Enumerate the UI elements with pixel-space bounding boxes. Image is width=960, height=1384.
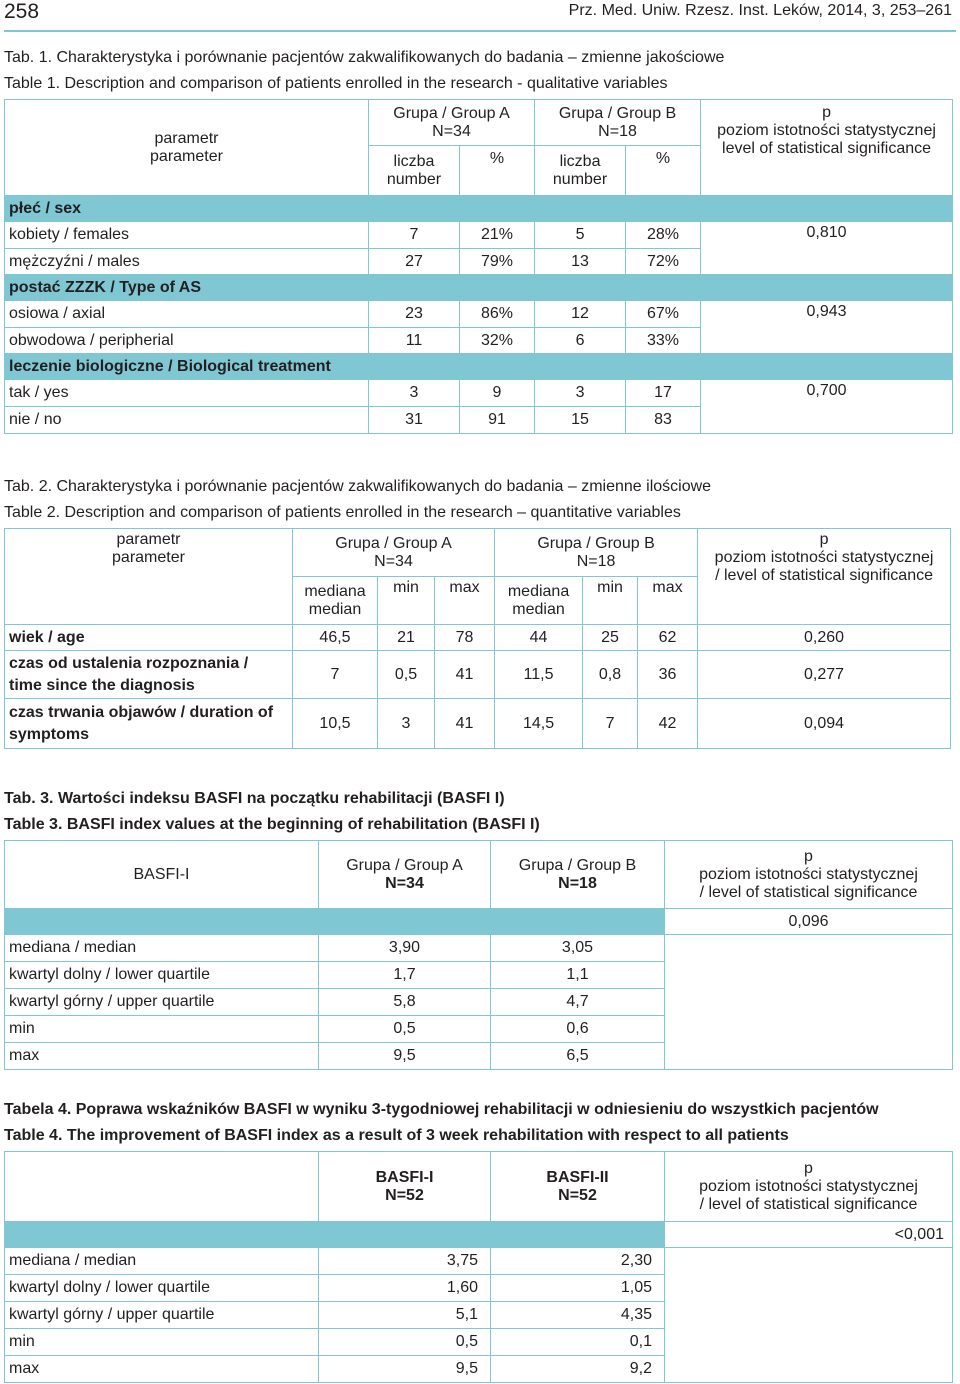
cell-a-max: 41 xyxy=(435,651,495,699)
param-pl: parametr xyxy=(116,531,181,548)
group-a-label: Grupa / Group A xyxy=(393,104,510,122)
table-row xyxy=(5,935,953,962)
row-label-line: symptoms xyxy=(9,725,90,743)
cell-basfi-ii: 4,35 xyxy=(491,1302,665,1329)
cell-basfi-i: 9,5 xyxy=(319,1356,491,1383)
table1-b-count-header xyxy=(535,146,626,196)
cell-b-count: 3 xyxy=(535,380,626,407)
table1-a-count-header xyxy=(369,146,460,196)
row-label: kwartyl górny / upper quartile xyxy=(5,1302,319,1329)
group-a-label: Grupa / Group A xyxy=(346,856,463,874)
row-label-line: czas trwania objawów / duration of xyxy=(9,703,274,721)
table4-col1-header xyxy=(319,1152,491,1222)
group-b-label: Grupa / Group B xyxy=(537,534,655,552)
group-a-label: Grupa / Group A xyxy=(335,534,452,552)
row-label: kwartyl górny / upper quartile xyxy=(5,989,319,1016)
table1-param-header xyxy=(5,100,369,196)
header-rule xyxy=(4,30,956,32)
row-label xyxy=(5,699,293,749)
table2-p-header xyxy=(698,529,951,625)
table4 xyxy=(4,1151,953,1383)
group-b-label: Grupa / Group B xyxy=(518,856,637,874)
table-row xyxy=(5,380,953,407)
table2-param-header xyxy=(5,529,293,625)
row-label: kwartyl dolny / lower quartile xyxy=(5,1275,319,1302)
table1-group-a-header xyxy=(369,100,535,146)
row-label: mediana / median xyxy=(5,1248,319,1275)
cell-b: 0,6 xyxy=(491,1016,665,1043)
cell-b: 4,7 xyxy=(491,989,665,1016)
median-label: median xyxy=(308,600,362,618)
p-label: p xyxy=(819,531,829,548)
group-a-n: N=34 xyxy=(432,122,471,140)
cell-a-median: 7 xyxy=(293,651,378,699)
cell-b: 6,5 xyxy=(491,1043,665,1070)
row-label: min xyxy=(5,1329,319,1356)
table1-caption-en: Table 1. Description and comparison of patients enrolled in the research - qualitative variables xyxy=(4,75,668,92)
table1-group-b-header xyxy=(535,100,701,146)
table1-section-type xyxy=(5,275,953,301)
cell-a-min: 0,5 xyxy=(378,651,435,699)
cell-b-count: 15 xyxy=(535,407,626,434)
liczba-label: liczba xyxy=(559,152,601,170)
row-label: mediana / median xyxy=(5,935,319,962)
table4-p-header xyxy=(665,1152,953,1222)
cell-a-pct: 91 xyxy=(460,407,535,434)
cell-a-min: 3 xyxy=(378,699,435,749)
cell-a-pct: 79% xyxy=(460,249,535,275)
table1-caption-pl: Tab. 1. Charakterystyka i porównanie pacjentów zakwalifikowanych do badania – zmienne jakościowe xyxy=(4,49,725,66)
row-label: nie / no xyxy=(5,407,369,434)
table2-group-a-header xyxy=(293,529,495,577)
p-label-en: / level of statistical significance xyxy=(699,883,918,901)
row-label: mężczyźni / males xyxy=(5,249,369,275)
table4-band xyxy=(5,1222,953,1248)
row-label-line: czas od ustalenia rozpoznania / xyxy=(9,654,249,672)
cell-b: 3,05 xyxy=(491,935,665,962)
cell-a: 5,8 xyxy=(319,989,491,1016)
p-empty-cell xyxy=(665,935,953,1070)
row-label xyxy=(5,651,293,699)
cell-p-value: 0,700 xyxy=(701,380,953,434)
col1-label: BASFI-I xyxy=(375,1168,434,1186)
p-label-pl: poziom istotności statystycznej xyxy=(717,122,936,139)
cell-p-value: 0,096 xyxy=(665,909,953,935)
table-row xyxy=(5,222,953,249)
cell-basfi-i: 3,75 xyxy=(319,1248,491,1275)
row-label: tak / yes xyxy=(5,380,369,407)
row-label: min xyxy=(5,1016,319,1043)
cell-p-value: 0,260 xyxy=(698,625,951,651)
col2-label: BASFI-II xyxy=(546,1168,609,1186)
row-label: kwartyl dolny / lower quartile xyxy=(5,962,319,989)
table2-caption-pl: Tab. 2. Charakterystyka i porównanie pacjentów zakwalifikowanych do badania – zmienne ilościowe xyxy=(4,478,712,495)
table1-p-header xyxy=(701,100,953,196)
group-a-n: N=34 xyxy=(385,874,424,892)
cell-p-value: 0,277 xyxy=(698,651,951,699)
row-label: obwodowa / peripherial xyxy=(5,328,369,354)
section-label: postać ZZZK / Type of AS xyxy=(5,275,369,301)
cell-a-count: 11 xyxy=(369,328,460,354)
cell-b-count: 12 xyxy=(535,301,626,328)
cell-b-pct: 28% xyxy=(626,222,701,249)
cell-b-count: 13 xyxy=(535,249,626,275)
cell-basfi-i: 1,60 xyxy=(319,1275,491,1302)
table1-section-sex xyxy=(5,196,953,222)
table4-col2-header xyxy=(491,1152,665,1222)
table4-caption-en: Table 4. The improvement of BASFI index as a result of 3 week rehabilitation with respect to all patients xyxy=(4,1127,789,1144)
cell-a-median: 10,5 xyxy=(293,699,378,749)
cell-b-count: 6 xyxy=(535,328,626,354)
cell-basfi-i: 0,5 xyxy=(319,1329,491,1356)
cell-a-pct: 21% xyxy=(460,222,535,249)
table-row xyxy=(5,1248,953,1275)
row-label: max xyxy=(5,1356,319,1383)
cell-a-max: 41 xyxy=(435,699,495,749)
p-label-en: / level of statistical significance xyxy=(715,567,933,584)
table2-a-max-header: max xyxy=(435,577,495,625)
cell-b: 1,1 xyxy=(491,962,665,989)
cell-basfi-ii: 9,2 xyxy=(491,1356,665,1383)
table-row xyxy=(5,699,951,749)
cell-b-pct: 33% xyxy=(626,328,701,354)
row-label-line: time since the diagnosis xyxy=(9,676,195,694)
group-b-n: N=18 xyxy=(558,874,597,892)
cell-a-pct: 9 xyxy=(460,380,535,407)
section-label: płeć / sex xyxy=(5,196,369,222)
cell-b-median: 14,5 xyxy=(495,699,583,749)
cell-basfi-ii: 0,1 xyxy=(491,1329,665,1356)
p-label: p xyxy=(804,847,813,865)
cell-b-median: 44 xyxy=(495,625,583,651)
liczba-label: liczba xyxy=(393,152,435,170)
cell-b-pct: 67% xyxy=(626,301,701,328)
table3 xyxy=(4,840,953,1070)
table3-group-b-header xyxy=(491,841,665,909)
table1-section-biologic xyxy=(5,354,953,380)
mediana-label: mediana xyxy=(304,582,366,600)
journal-citation: Prz. Med. Uniw. Rzesz. Inst. Leków, 2014, 3, 253–261 xyxy=(568,2,952,19)
table2-a-median-header xyxy=(293,577,378,625)
cell-b-min: 7 xyxy=(583,699,638,749)
table2 xyxy=(4,528,951,749)
cell-b-max: 36 xyxy=(638,651,698,699)
cell-b-max: 42 xyxy=(638,699,698,749)
cell-b-min: 25 xyxy=(583,625,638,651)
p-label-en: level of statistical significance xyxy=(722,140,932,157)
table3-caption-en: Table 3. BASFI index values at the beginning of rehabilitation (BASFI I) xyxy=(4,816,540,833)
table2-caption-en: Table 2. Description and comparison of patients enrolled in the research – quantitative variables xyxy=(4,504,681,521)
table3-title: BASFI-I xyxy=(5,841,319,909)
number-label: number xyxy=(386,170,442,188)
param-en: parameter xyxy=(150,147,223,165)
p-label: p xyxy=(822,104,831,121)
cell-a: 0,5 xyxy=(319,1016,491,1043)
group-b-label: Grupa / Group B xyxy=(558,104,677,122)
cell-a-pct: 86% xyxy=(460,301,535,328)
mediana-label: mediana xyxy=(507,582,570,600)
table2-a-min-header: min xyxy=(378,577,435,625)
cell-basfi-ii: 1,05 xyxy=(491,1275,665,1302)
median-label: median xyxy=(512,600,565,618)
group-b-n: N=18 xyxy=(598,122,637,140)
table2-b-max-header: max xyxy=(638,577,698,625)
table2-b-min-header: min xyxy=(583,577,638,625)
table3-p-header xyxy=(665,841,953,909)
cell-p-value: 0,810 xyxy=(701,222,953,275)
cell-a-count: 23 xyxy=(369,301,460,328)
param-en: parameter xyxy=(112,549,185,566)
cell-a: 1,7 xyxy=(319,962,491,989)
section-label: leczenie biologiczne / Biological treatment xyxy=(5,354,369,380)
col1-n: N=52 xyxy=(385,1186,424,1204)
cell-b-median: 11,5 xyxy=(495,651,583,699)
cell-a-count: 7 xyxy=(369,222,460,249)
cell-a-pct: 32% xyxy=(460,328,535,354)
p-label-pl: poziom istotności statystycznej xyxy=(699,1177,918,1195)
table-row xyxy=(5,651,951,699)
group-b-n: N=18 xyxy=(576,552,616,570)
row-label: kobiety / females xyxy=(5,222,369,249)
cell-a: 9,5 xyxy=(319,1043,491,1070)
cell-basfi-ii: 2,30 xyxy=(491,1248,665,1275)
table1-a-pct-header: % xyxy=(460,146,535,196)
table2-group-b-header xyxy=(495,529,698,577)
page-number: 258 xyxy=(4,0,40,23)
number-label: number xyxy=(552,170,608,188)
group-a-n: N=34 xyxy=(374,552,413,570)
table-row xyxy=(5,625,951,651)
table4-caption-pl: Tabela 4. Poprawa wskaźników BASFI w wyniku 3-tygodniowej rehabilitacji w odniesieniu do wszystkich pacjentów xyxy=(4,1101,879,1118)
cell-a-count: 27 xyxy=(369,249,460,275)
cell-p-value: 0,094 xyxy=(698,699,951,749)
cell-b-min: 0,8 xyxy=(583,651,638,699)
cell-p-value: <0,001 xyxy=(665,1222,953,1248)
cell-basfi-i: 5,1 xyxy=(319,1302,491,1329)
table1-b-pct-header: % xyxy=(626,146,701,196)
row-label: max xyxy=(5,1043,319,1070)
table3-band xyxy=(5,909,953,935)
p-label-pl: poziom istotności statystycznej xyxy=(699,865,918,883)
cell-b-pct: 72% xyxy=(626,249,701,275)
row-label: osiowa / axial xyxy=(5,301,369,328)
table3-group-a-header xyxy=(319,841,491,909)
table-row xyxy=(5,301,953,328)
p-label: p xyxy=(804,1159,813,1177)
table2-b-median-header xyxy=(495,577,583,625)
cell-a-max: 78 xyxy=(435,625,495,651)
table3-caption-pl: Tab. 3. Wartości indeksu BASFI na początku rehabilitacji (BASFI I) xyxy=(4,790,505,807)
p-label-en: / level of statistical significance xyxy=(699,1195,918,1213)
param-pl: parametr xyxy=(154,129,219,147)
cell-a-count: 3 xyxy=(369,380,460,407)
col2-n: N=52 xyxy=(558,1186,597,1204)
p-empty-cell xyxy=(665,1248,953,1383)
cell-b-pct: 83 xyxy=(626,407,701,434)
cell-a-median: 46,5 xyxy=(293,625,378,651)
row-label: wiek / age xyxy=(5,625,293,651)
cell-a-count: 31 xyxy=(369,407,460,434)
cell-a: 3,90 xyxy=(319,935,491,962)
cell-p-value: 0,943 xyxy=(701,301,953,354)
table1 xyxy=(4,99,953,434)
cell-b-count: 5 xyxy=(535,222,626,249)
cell-b-max: 62 xyxy=(638,625,698,651)
p-label-pl: poziom istotności statystycznej xyxy=(714,549,934,566)
cell-a-min: 21 xyxy=(378,625,435,651)
cell-b-pct: 17 xyxy=(626,380,701,407)
